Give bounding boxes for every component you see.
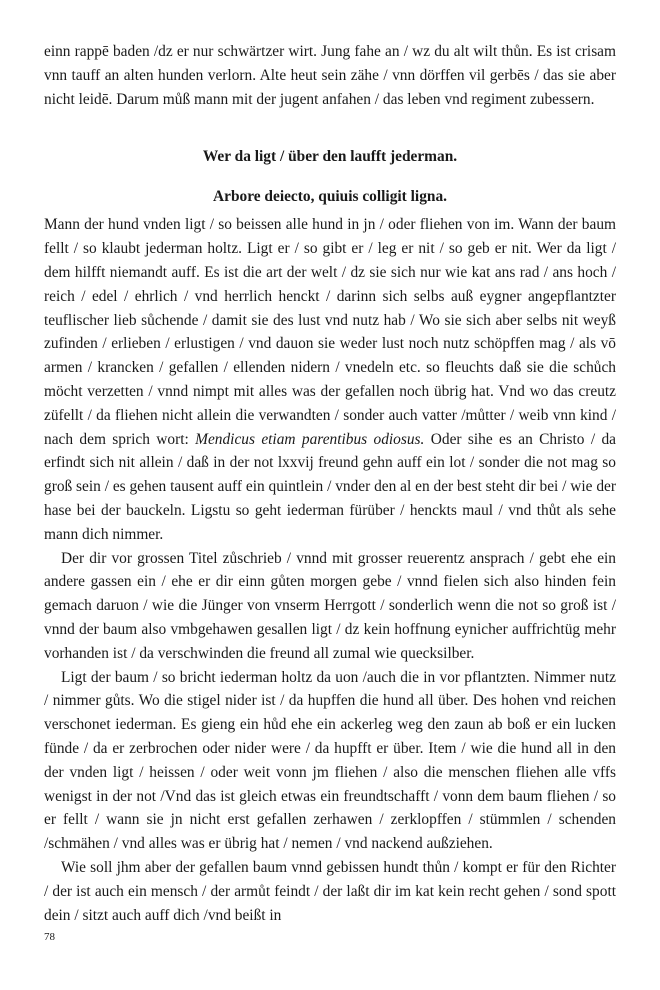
paragraph-1-continuation: Oder sihe es an Christo / da erfindt sich nit allein / daß in der not lxxvij freund gehn auff ein lot / sonder die not mag so groß sein / es gehen tausent auff ein quintlein / vnder den al en der best steht dir bei / wie der hase bei der bauckeln. Ligstu so geht iederman fürüber / henckts maul / vnd thůt als sehe mann dich nimmer. <box>44 430 616 543</box>
page-number: 78 <box>44 931 55 943</box>
paragraph-3: Ligt der baum / so bricht iederman holtz da uon /auch die in vor pflantzten. Nimmer nutz / nimmer gůts. Wo die stigel nider ist / da hupffen die hund all über. Des hohen vnd reichen verschonet iederman. Es gieng ein hůd ehe ein ackerleg weg den zaun ab boß er ein lucken fünde / da er zerbrochen oder nider were / da hupfft er über. Item / wie die hund all in den der vnden ligt / heissen / oder weit vonn jm fliehen / also die menschen fliehen alle vffs wenigst in der not /Vnd das ist gleich etwas ein freundtschafft / vonn dem baum fliehen / so er fellt / wann sie jn nicht erst gefallen zerhawen / zerklopffen / stümmlen / schenden /schmähen / vnd alles was er übrig hat / nemen / vnd nackend außziehen. <box>44 668 616 853</box>
section-heading-german: Wer da ligt / über den laufft jederman. <box>202 148 458 166</box>
opening-paragraph: einn rappē baden /dz er nur schwärtzer wirt. Jung fahe an / wz du alt wilt thůn. Es ist crisam vnn tauff an alten hunden verlorn. Alte heut sein zähe / vnn dörffen vil gerbēs / das sie aber nicht leidē. Darum můß mann mit der jugent anfahen / das leben vnd regiment zubessern. <box>44 43 616 108</box>
latin-proverb: Mendicus etiam parentibus odiosus. <box>195 430 425 448</box>
page-text-block <box>44 40 616 927</box>
paragraph-2: Der dir vor grossen Titel zůschrieb / vnnd mit grosser reuerentz ansprach / gebt ehe ein andere gassen ein / ehe er dir einn gůten morgen gebe / vnnd fielen sich also hinden fein gemach daruon / wie die Jünger von vnserm Herrgott / sonderlich wenn die not so groß ist / vnnd der baum also vmbgehawen gesallen ligt / dz kein hoffnung eynicher auffrichtüg mehr vorhanden ist / da verschwinden die freund all zumal wie quecksilber. <box>44 549 616 662</box>
section-heading-latin: Arbore deiecto, quiuis colligit ligna. <box>213 188 447 206</box>
paragraph-1-text: Mann der hund vnden ligt / so beissen alle hund in jn / oder fliehen von im. Wann der baum fellt / so klaubt jederman holtz. Ligt er / so gibt er / leg er nit / so geb er nit. Wer da ligt / dem hilfft niemandt auff. Es ist die art der welt / dz sie sich nur wie kat ans rad / ans hoch / reich / edel / ehrlich / vnd herrlich henckt / darinn sich selbs auß eygner angepflantzter teuflischer lieb sůchende / damit sie des lust vnd nutz hab / Wo sie sich aber selbs nit weyß zufinden / erlieben / erlustigen / vnd dauon sie weder lust noch nutz schöpffen mag / als vō armen / krancken / gefallen / ellenden nidern / vnedeln etc. so fleuchts daß sie die schůch möcht verzetten / vnnd nimpt mit alles was der gefallen noch übrig hat. Vnd wo das creutz züfellt / da fliehen nicht allein die verwandten / sonder auch vatter /můtter / weib vnn kind / nach dem sprich wort: <box>44 216 616 448</box>
paragraph-1 <box>44 213 616 546</box>
paragraph-4: Wie soll jhm aber der gefallen baum vnnd gebissen hundt thůn / kompt er für den Richter / der ist auch ein mensch / der armůt feindt / der laßt dir im kat kein recht gehen / sond spott dein / sitzt auch auff dich /vnd beißt in <box>44 858 616 924</box>
